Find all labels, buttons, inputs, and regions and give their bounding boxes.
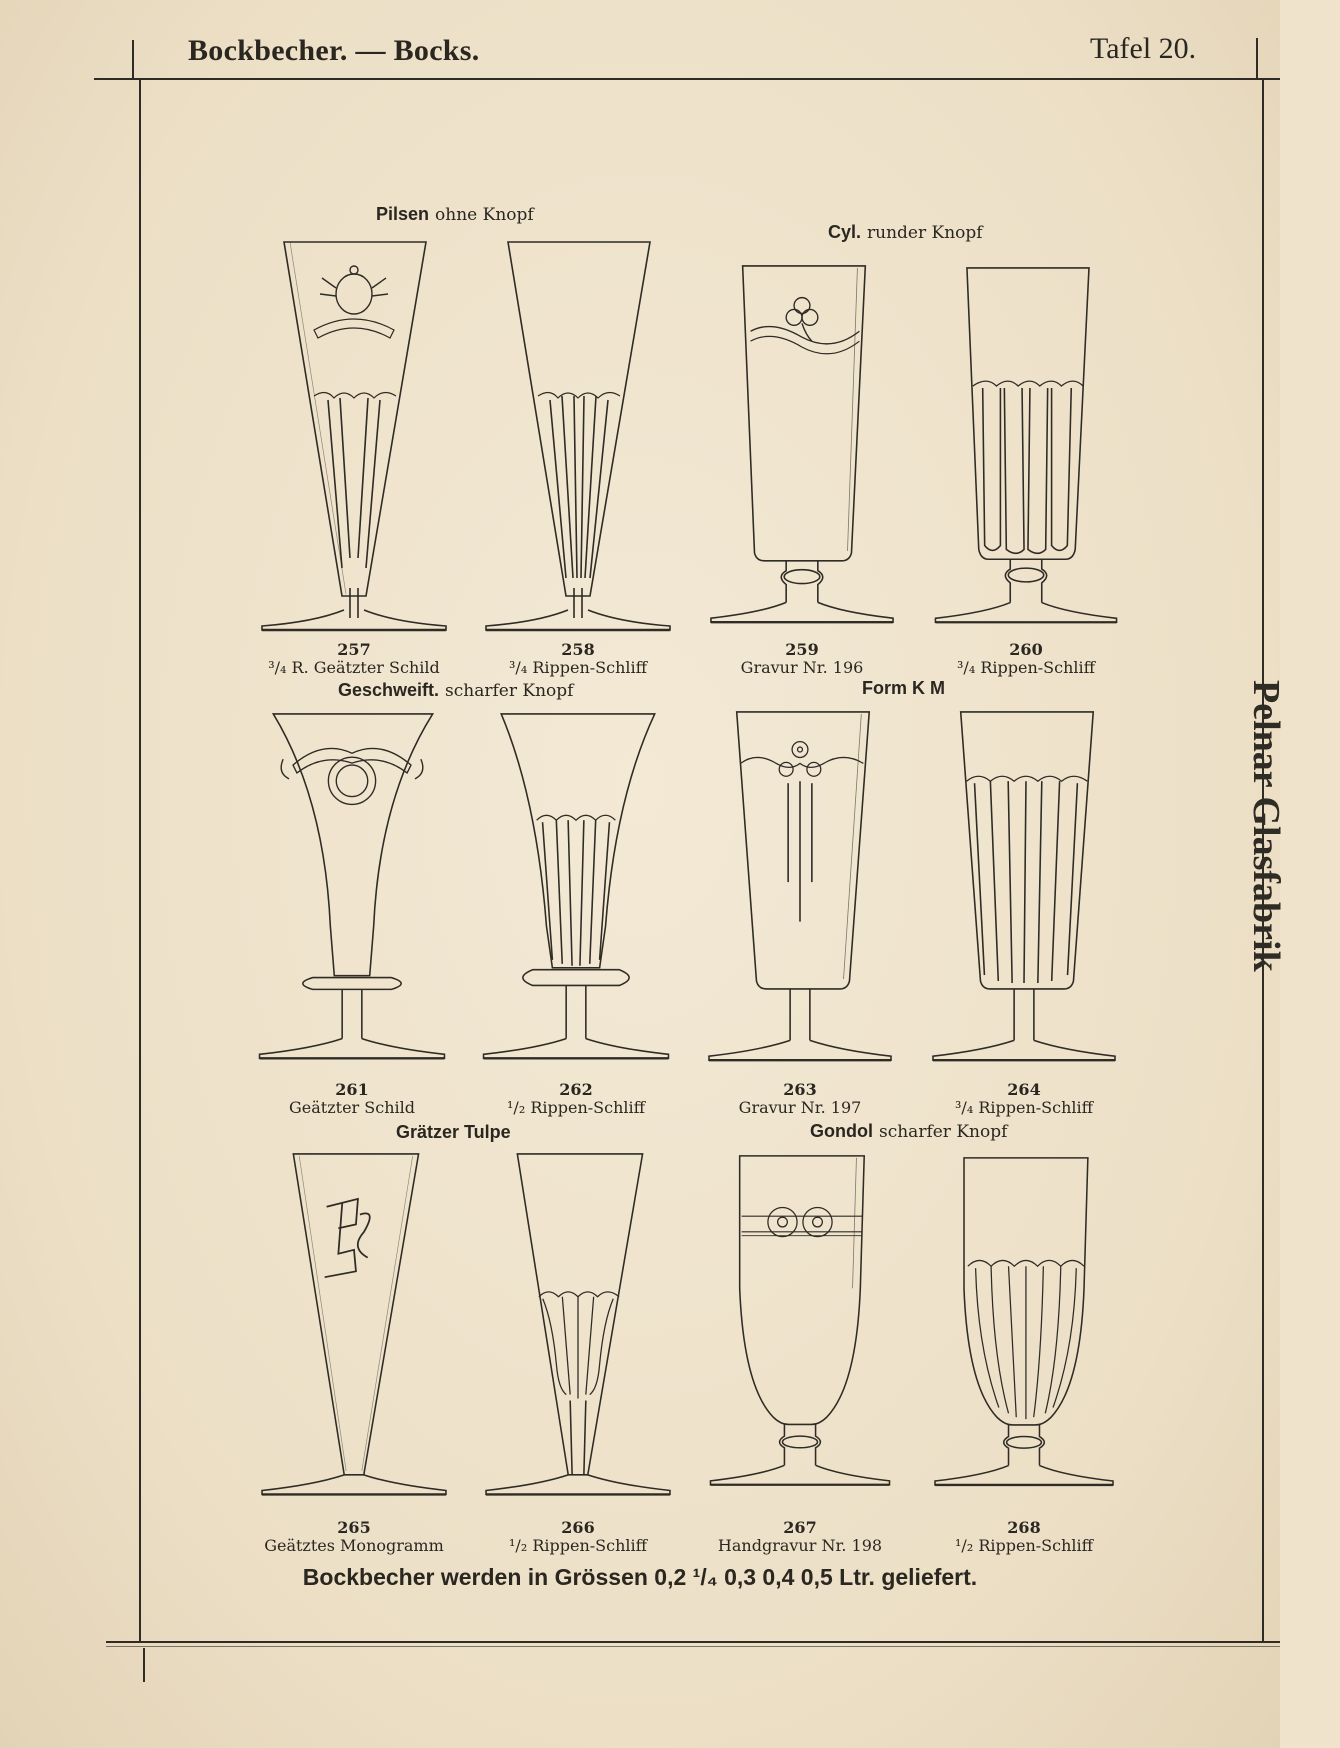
item-caption: Handgravur Nr. 198: [717, 1536, 883, 1555]
glass-item: [252, 710, 452, 1117]
group-name: Form K M: [862, 678, 945, 698]
group-note: ohne Knopf: [435, 205, 534, 225]
header-rule: [94, 78, 1280, 80]
item-number: 260: [1009, 640, 1043, 659]
item-caption: Geätztes Monogramm: [264, 1536, 444, 1555]
glass-illustration: [478, 1150, 678, 1512]
glass-item: [924, 708, 1124, 1117]
header-tick-right: [1256, 38, 1258, 78]
clover-icon: [786, 298, 818, 342]
glass-illustration: [924, 708, 1124, 1074]
spine-lettering: Pelnar Glasfabrik: [1245, 680, 1287, 972]
group-name: Geschweift.: [338, 680, 440, 700]
plate-number: Tafel 20.: [1090, 32, 1197, 65]
frame-left: [139, 80, 141, 1642]
glass-item: [700, 708, 900, 1117]
glass-illustration: [700, 1152, 900, 1512]
item-caption: ¹/₂ Rippen-Schliff: [509, 1536, 647, 1555]
glass-illustration: [926, 264, 1126, 638]
glass-item: [478, 1150, 678, 1555]
item-number: 264: [1007, 1080, 1041, 1099]
item-number: 259: [785, 640, 819, 659]
item-number: 262: [559, 1080, 593, 1099]
glass-item: [702, 262, 902, 677]
glass-illustration: [700, 708, 900, 1074]
glass-illustration: [252, 710, 452, 1074]
item-caption: Gravur Nr. 196: [740, 658, 864, 677]
item-number: 265: [337, 1518, 371, 1537]
group-heading-pilsen: [376, 204, 534, 225]
item-caption: ¹/₂ Rippen-Schliff: [955, 1536, 1093, 1555]
group-heading-graetzer-tulpe: [396, 1122, 517, 1143]
item-caption: ³/₄ Rippen-Schliff: [509, 658, 647, 677]
glass-illustration: [924, 1154, 1124, 1512]
group-note: scharfer Knopf: [445, 681, 574, 701]
group-heading-cyl: [828, 222, 983, 243]
glass-item: [924, 1154, 1124, 1555]
item-caption: Geätzter Schild: [289, 1098, 415, 1117]
glass-illustration: [254, 238, 454, 638]
glass-illustration: [476, 710, 676, 1074]
header-tick-left: [132, 40, 134, 78]
group-heading-form-km: [862, 678, 951, 699]
monogram-icon: [325, 1199, 370, 1277]
group-note: scharfer Knopf: [878, 1122, 1008, 1142]
item-caption: ³/₄ R. Geätzter Schild: [268, 658, 440, 677]
bottom-tick: [143, 1648, 145, 1682]
bottom-rule-1: [106, 1641, 1280, 1643]
glass-illustration: [254, 1150, 454, 1512]
bottom-rule-2: [106, 1646, 1280, 1647]
group-heading-geschweift: [338, 680, 573, 701]
group-name: Pilsen: [376, 204, 430, 224]
glass-item: [254, 238, 454, 677]
item-caption: ³/₄ Rippen-Schliff: [955, 1098, 1093, 1117]
item-caption: Gravur Nr. 197: [738, 1098, 862, 1117]
item-caption: ¹/₂ Rippen-Schliff: [507, 1098, 645, 1117]
item-caption: ³/₄ Rippen-Schliff: [957, 658, 1095, 677]
glass-item: [700, 1152, 900, 1555]
item-number: 266: [561, 1518, 595, 1537]
item-number: 263: [783, 1080, 817, 1099]
item-number: 258: [561, 640, 595, 659]
glass-item: [478, 238, 678, 677]
glass-item: [254, 1150, 454, 1555]
glass-item: [926, 264, 1126, 677]
item-number: 268: [1007, 1518, 1041, 1537]
footer-note: Bockbecher werden in Grössen 0,2 ¹/₄ 0,3 0,4 0,5 Ltr. geliefert.: [302, 1564, 978, 1590]
group-heading-gondol: [810, 1121, 1007, 1142]
glass-item: [476, 710, 676, 1117]
group-name: Gondol: [810, 1121, 873, 1141]
item-number: 257: [337, 640, 371, 659]
item-number: 261: [335, 1080, 369, 1099]
glass-illustration: [478, 238, 678, 638]
flower-icon: [779, 742, 821, 777]
item-number: 267: [783, 1518, 817, 1537]
page-title: Bockbecher. — Bocks.: [188, 34, 480, 67]
glass-illustration: [702, 262, 902, 638]
eagle-crest-icon: [314, 266, 394, 338]
group-name: Cyl.: [828, 222, 862, 242]
group-name: Grätzer Tulpe: [396, 1122, 511, 1142]
group-note: runder Knopf: [867, 223, 983, 243]
